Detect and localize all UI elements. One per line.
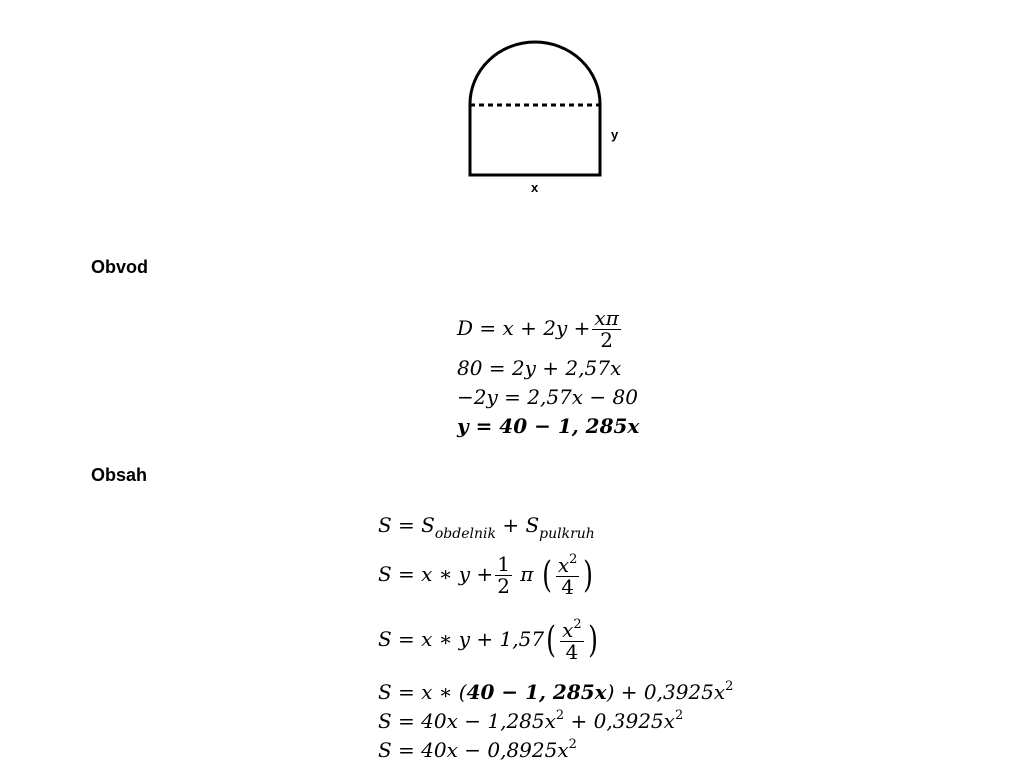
perimeter-eq-2	[457, 353, 621, 383]
pi-symbol: π	[520, 562, 534, 586]
perimeter-eq-1-lhs: D = x + 2y +	[457, 316, 591, 340]
x-squared-over-4	[556, 553, 580, 598]
exponent: 2	[725, 679, 734, 694]
right-paren: )	[587, 619, 598, 661]
perimeter-eq-4	[457, 411, 639, 441]
area-eq-5	[378, 701, 683, 731]
perimeter-eq-4-text: y = 40 − 1, 285x	[457, 414, 640, 438]
right-paren: )	[583, 554, 594, 596]
denominator-4: 4	[565, 640, 579, 664]
perimeter-heading: Obvod	[91, 257, 148, 277]
area-eq-4-lhs: S = x ∗ (	[378, 680, 467, 704]
area-eq-1	[378, 510, 595, 540]
fraction-denominator: 2	[600, 328, 613, 352]
x-squared: $x^2$	[557, 552, 578, 577]
subscript-obdelnik: obdelnik	[434, 526, 496, 542]
perimeter-eq-1	[457, 300, 623, 356]
semicircle-arc	[470, 42, 600, 104]
half-denominator: 2	[497, 574, 510, 598]
area-eq-4-bold: 40 − 1, 285x	[466, 680, 607, 704]
area-eq-6	[378, 730, 577, 760]
exponent: 2	[674, 708, 684, 723]
left-paren: (	[546, 619, 557, 661]
half-numerator: 1	[497, 552, 510, 576]
x-squared-over-4	[560, 618, 584, 663]
area-eq-6-a: S = 40x − 0,8925x	[378, 738, 569, 762]
rectangle-outline	[470, 104, 600, 175]
perimeter-eq-3	[457, 382, 638, 412]
area-eq-3-lhs: S = x ∗ y + 1,57	[378, 627, 545, 651]
area-eq-2-lhs: S = x ∗ y +	[378, 562, 494, 586]
perimeter-eq-1-fraction	[592, 308, 620, 351]
height-label: y	[611, 127, 619, 142]
shape-diagram	[0, 0, 1011, 220]
x-squared: $x^2$	[562, 617, 582, 642]
area-eq-5-a: S = 40x − 1,285x	[378, 709, 556, 733]
area-eq-3	[378, 611, 600, 667]
denominator-4: 4	[561, 575, 574, 599]
area-heading: Obsah	[91, 465, 148, 485]
fraction-numerator: xπ	[594, 306, 619, 330]
area-eq-1-plus: + S	[495, 513, 540, 537]
area-eq-5-b: + 0,3925x	[564, 709, 675, 733]
subscript-pulkruh: pulkruh	[539, 526, 595, 542]
perimeter-eq-3-text: −2y = 2,57x − 80	[457, 385, 638, 409]
half-fraction	[495, 554, 512, 597]
area-eq-4	[378, 672, 733, 702]
exponent: 2	[568, 737, 577, 752]
area-eq-2	[378, 546, 595, 602]
perimeter-eq-2-text: 80 = 2y + 2,57x	[457, 356, 622, 380]
area-eq-4-rhs: ) + 0,3925x	[606, 680, 726, 704]
width-label: x	[531, 180, 539, 195]
area-eq-1-s: S = S	[378, 513, 435, 537]
exponent: 2	[555, 708, 565, 723]
left-paren: (	[541, 554, 552, 596]
